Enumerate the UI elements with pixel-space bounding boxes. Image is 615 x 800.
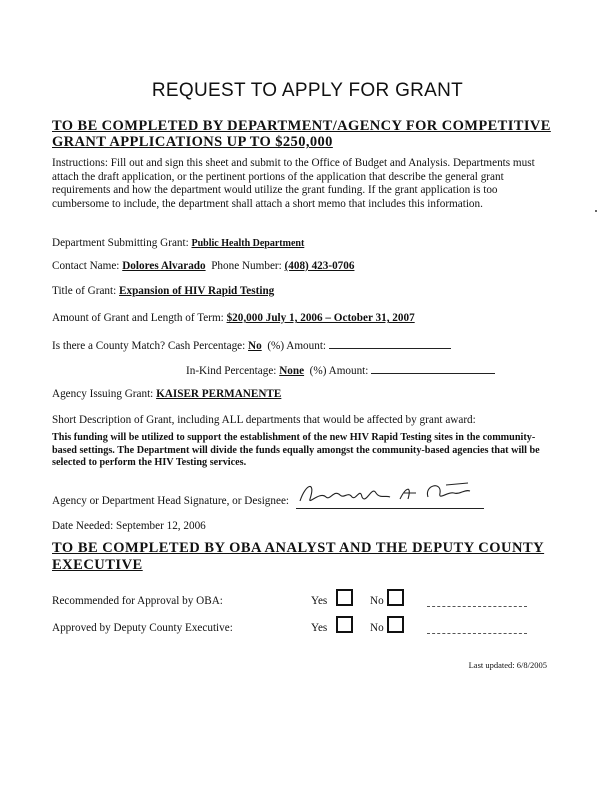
approval-oba-label: Recommended for Approval by OBA: (52, 595, 223, 607)
county-match-row (52, 338, 451, 352)
cash-amount-label: (%) Amount: (267, 340, 327, 352)
approval-dce-date-line[interactable] (427, 633, 527, 634)
phone-label: Phone Number: (211, 260, 282, 272)
agency-value[interactable]: KAISER PERMANENTE (156, 388, 282, 400)
signature-label: Agency or Department Head Signature, or Designee: (52, 495, 290, 507)
contact-value[interactable]: Dolores Alvarado (122, 260, 206, 272)
inkind-amount-field[interactable] (371, 363, 495, 374)
grant-title-value[interactable]: Expansion of HIV Rapid Testing (119, 285, 275, 297)
last-updated-note: Last updated: 6/8/2005 (468, 660, 547, 670)
amount-label: Amount of Grant and Length of Term: (52, 312, 224, 324)
inkind-amount-label: (%) Amount: (309, 365, 369, 377)
instructions-paragraph (52, 157, 557, 211)
amount-row (52, 312, 415, 324)
date-value[interactable]: September 12, 2006 (115, 520, 206, 532)
county-match-label: Is there a County Match? Cash Percentage: (52, 340, 246, 352)
phone-value[interactable]: (408) 423-0706 (284, 260, 355, 272)
section-heading-department-line2: GRANT APPLICATIONS UP TO $250,000 (52, 134, 333, 150)
approval-dce-label: Approved by Deputy County Executive: (52, 622, 233, 634)
approval-dce-yes-label: Yes (311, 622, 328, 634)
contact-row (52, 260, 354, 272)
department-row (52, 237, 304, 249)
instructions-label: Instructions: (52, 157, 108, 169)
form-title: REQUEST TO APPLY FOR GRANT (151, 80, 464, 101)
inkind-label: In-Kind Percentage: (186, 365, 277, 377)
approval-oba-no-label: No (370, 595, 384, 607)
approval-dce-no-checkbox[interactable] (387, 616, 404, 633)
approval-dce-yes-checkbox[interactable] (336, 616, 353, 633)
approval-dce-no-label: No (370, 622, 384, 634)
agency-row (52, 388, 281, 400)
instructions-text: Fill out and sign this sheet and submit to the Office of Budget and Analysis. Departments must attach the draft application, or the pertinent portions of the application that describe the general grant requirements and how the department would utilize the grant funding. If the grant application is too cumbersome to include, the department shall attach a short memo that includes this information. (52, 157, 535, 210)
department-label: Department Submitting Grant: (52, 237, 189, 249)
cash-amount-field[interactable] (329, 338, 451, 349)
approval-oba-no-checkbox[interactable] (387, 589, 404, 606)
date-row (52, 520, 206, 532)
approval-oba-date-line[interactable] (427, 606, 527, 607)
inkind-row (186, 363, 495, 377)
inkind-value[interactable]: None (279, 365, 305, 377)
agency-label: Agency Issuing Grant: (52, 388, 154, 400)
county-match-value[interactable]: No (248, 340, 262, 352)
approval-oba-yes-label: Yes (311, 595, 328, 607)
grant-title-label: Title of Grant: (52, 285, 117, 297)
department-value[interactable]: Public Health Department (191, 238, 305, 249)
short-description-label: Short Description of Grant, including ALL departments that would be affected by grant award: (52, 414, 476, 426)
scan-speck (595, 210, 597, 212)
contact-label: Contact Name: (52, 260, 120, 272)
signature-line (296, 508, 484, 509)
short-description-text[interactable]: This funding will be utilized to support the establishment of the new HIV Rapid Testing sites in the community-based settings. The Department will divide the funds equally amongst the community-based agencies that will be selected to perform the HIV Testing services. (52, 432, 540, 469)
amount-value[interactable]: $20,000 July 1, 2006 – October 31, 2007 (226, 312, 415, 324)
approval-oba-yes-checkbox[interactable] (336, 589, 353, 606)
section-heading-oba: TO BE COMPLETED BY OBA ANALYST AND THE DEPUTY COUNTY EXECUTIVE (52, 540, 545, 573)
grant-title-row (52, 285, 274, 297)
date-label: Date Needed: (52, 520, 114, 532)
section-heading-department-line1: TO BE COMPLETED BY DEPARTMENT/AGENCY FOR COMPETITIVE (52, 118, 551, 134)
